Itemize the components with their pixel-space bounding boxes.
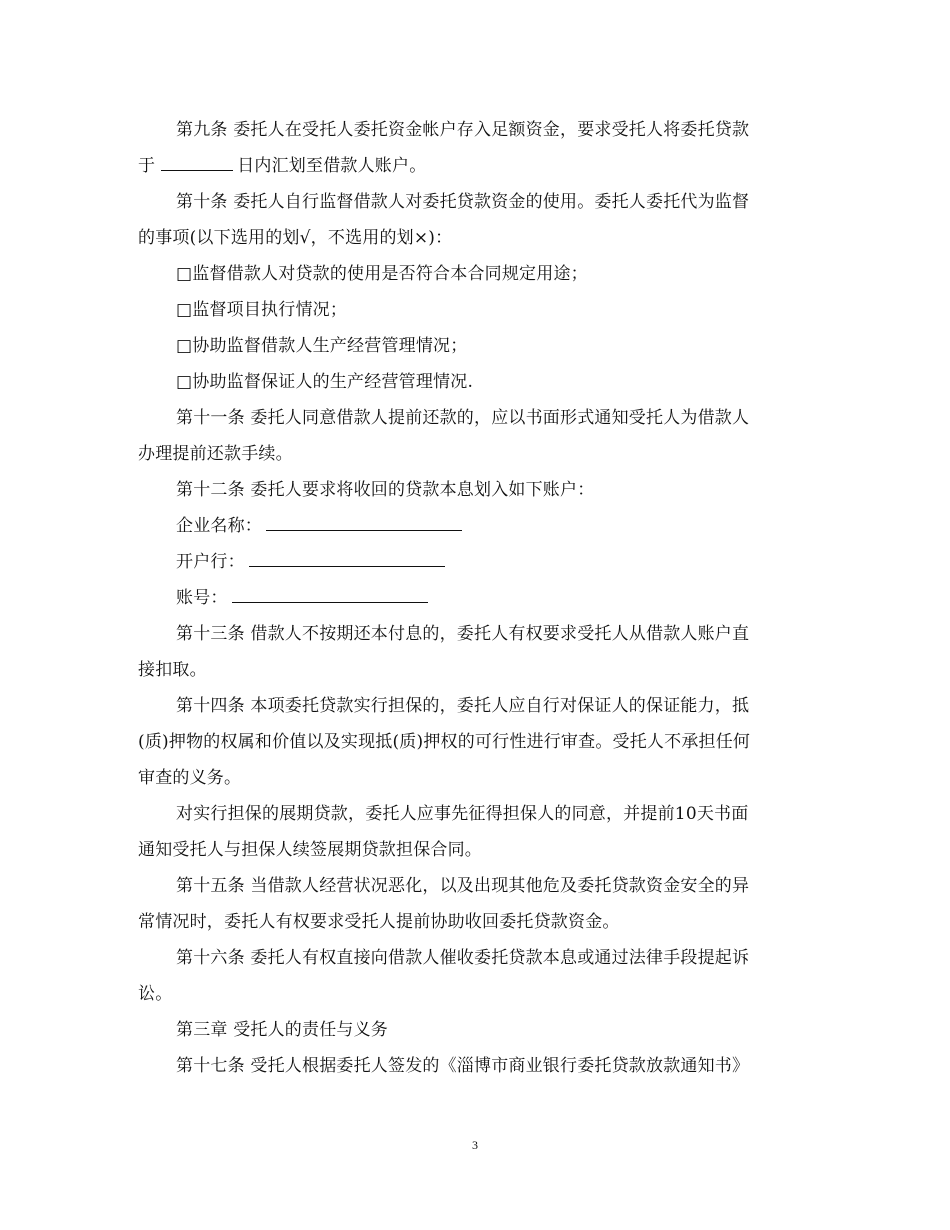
option-checkbox-3: □协助监督借款人生产经营管理情况； [176,336,468,356]
article-15-line-1: 第十五条 当借款人经营状况恶化，以及出现其他危及委托贷款资金安全的异 [176,876,750,896]
article-12-line-1: 第十二条 委托人要求将收回的贷款本息划入如下账户： [176,480,595,500]
account-blank [232,584,428,603]
article-11-line-2: 办理提前还款手续。 [138,444,293,464]
page-number: 3 [472,1138,478,1152]
article-16-line-1: 第十六条 委托人有权直接向借款人催收委托贷款本息或通过法律手段提起诉 [176,948,750,968]
article-13-line-2: 接扣取。 [138,660,207,680]
account-field [138,580,818,616]
chapter-3-heading: 第三章 受托人的责任与义务 [176,1020,389,1040]
article-9-suffix: 日内汇划至借款人账户。 [237,156,427,176]
article-10-line-2: 的事项(以下选用的划√，不选用的划×)： [138,228,453,248]
article-17-line-1: 第十七条 受托人根据委托人签发的《淄博市商业银行委托贷款放款通知书》 [176,1056,750,1076]
article-10-line-1: 第十条 委托人自行监督借款人对委托贷款资金的使用。委托人委托代为监督 [176,192,750,212]
article-11-line-1: 第十一条 委托人同意借款人提前还款的，应以书面形式通知受托人为借款人 [176,408,750,428]
article-16-line-2: 讼。 [138,984,173,1004]
article-15-line-2: 常情况时，委托人有权要求受托人提前协助收回委托贷款资金。 [138,912,620,932]
company-name-blank [266,512,462,531]
bank-field [138,544,818,580]
option-checkbox-2: □监督项目执行情况； [176,300,348,320]
company-name-field [138,508,818,544]
account-label: 账号： [176,588,228,608]
article-9-line-2 [138,148,818,184]
option-checkbox-1: □监督借款人对贷款的使用是否符合本合同规定用途； [176,264,588,284]
article-14-line-3: 审查的义务。 [138,768,242,788]
article-9-prefix: 于 [138,156,156,176]
bank-label: 开户行： [176,552,245,572]
document-body [138,112,818,1084]
bank-blank [249,548,445,567]
extension-line-2: 通知受托人与担保人续签展期贷款担保合同。 [138,840,482,860]
days-blank [161,152,233,171]
article-14-line-2: (质)押物的权属和价值以及实现抵(质)押权的可行性进行审查。受托人不承担任何 [138,732,751,752]
article-9-line-1: 第九条 委托人在受托人委托资金帐户存入足额资金，要求受托人将委托贷款 [176,120,750,140]
company-name-label: 企业名称： [176,516,262,536]
article-13-line-1: 第十三条 借款人不按期还本付息的，委托人有权要求受托人从借款人账户直 [176,624,750,644]
option-checkbox-4: □协助监督保证人的生产经营管理情况. [176,372,474,392]
extension-line-1: 对实行担保的展期贷款，委托人应事先征得担保人的同意，并提前10天书面 [176,804,749,824]
article-14-line-1: 第十四条 本项委托贷款实行担保的，委托人应自行对保证人的保证能力，抵 [176,696,750,716]
